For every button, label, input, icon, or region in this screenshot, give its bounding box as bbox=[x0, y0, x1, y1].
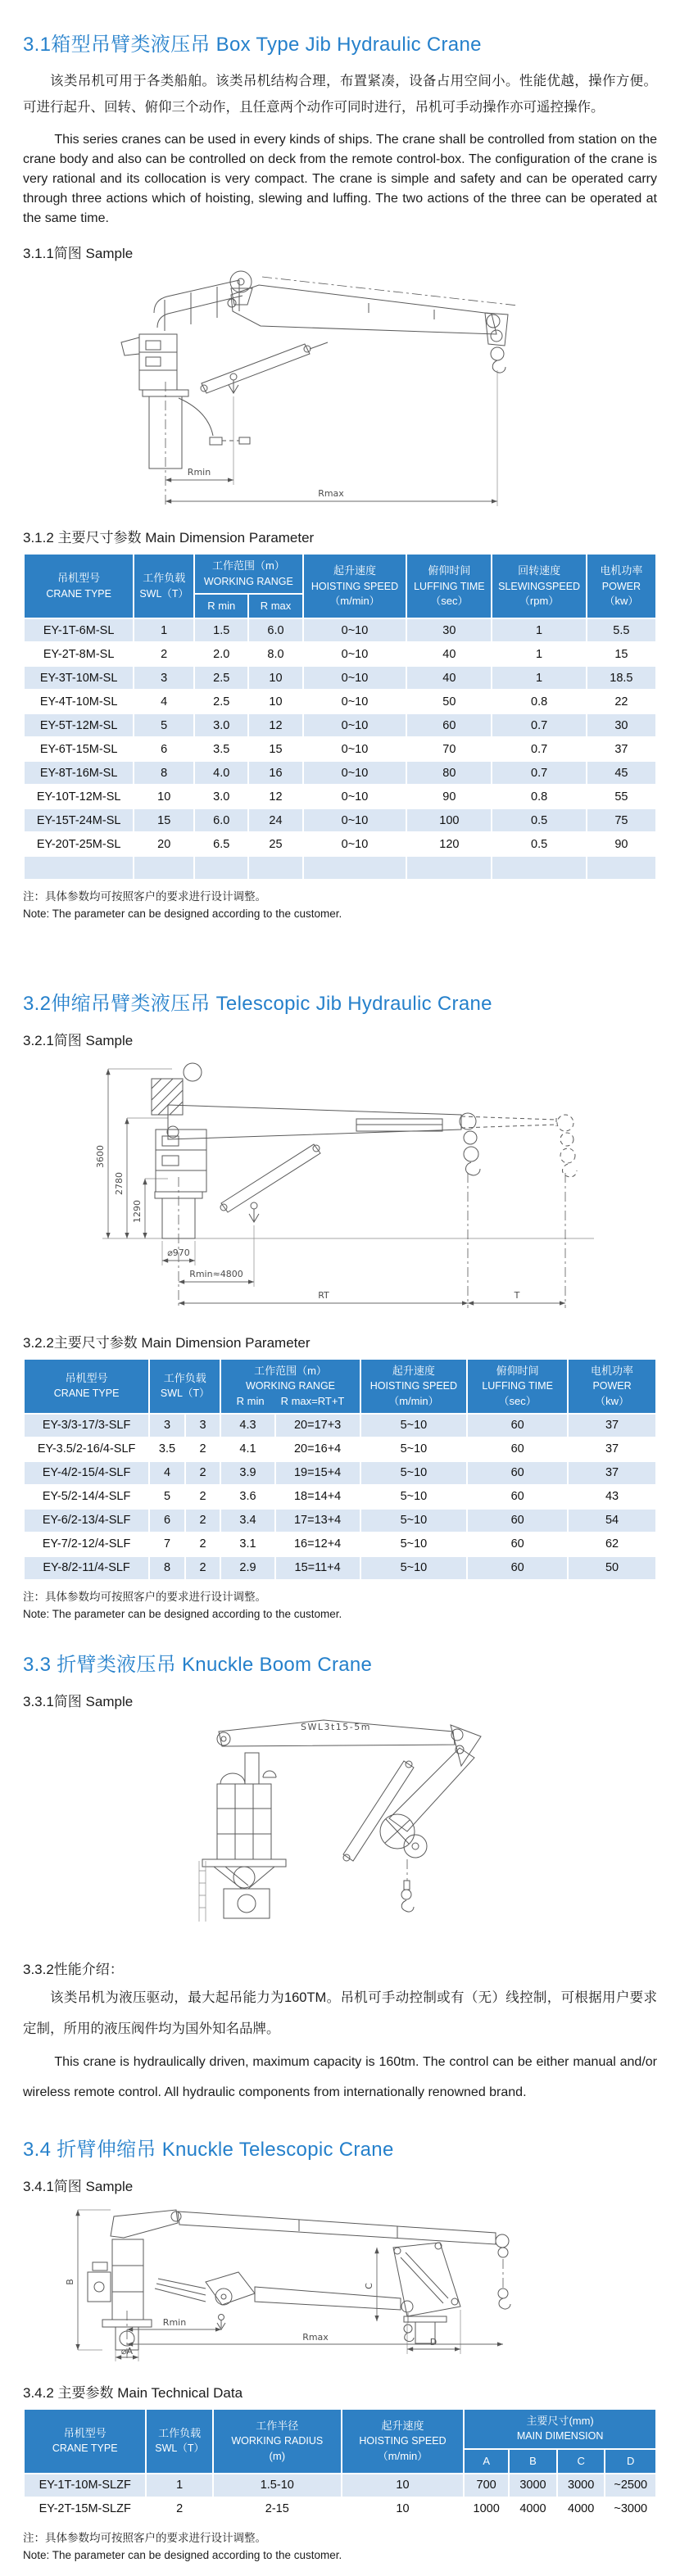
table-cell: 20=17+3 bbox=[276, 1415, 360, 1437]
dim-label-rmin: Rmin bbox=[187, 467, 211, 478]
table-cell: 37 bbox=[569, 1438, 655, 1460]
table-cell: 15 bbox=[249, 738, 301, 760]
col-working-radius: 工作半径 WORKING RADIUS (m) bbox=[214, 2410, 341, 2473]
table-cell bbox=[407, 857, 491, 879]
dim-label-3600: 3600 bbox=[95, 1145, 106, 1169]
table-cell: 5 bbox=[134, 714, 193, 736]
dim-label-b: B bbox=[65, 2279, 75, 2285]
table-cell: 25 bbox=[249, 833, 301, 855]
heading-param-3-2-2: 3.2.2主要尺寸参数 Main Dimension Parameter bbox=[23, 1335, 311, 1351]
table-cell: 3.5 bbox=[150, 1438, 184, 1460]
table-cell: 4.3 bbox=[221, 1415, 274, 1437]
col-luffing-time: 俯仰时间 LUFFING TIME （sec） bbox=[407, 555, 491, 618]
table-cell: 5~10 bbox=[361, 1415, 467, 1437]
table-cell: 75 bbox=[587, 809, 655, 831]
table-cell: 10 bbox=[134, 785, 193, 808]
dim-label-rt: RT bbox=[318, 1290, 329, 1302]
table-cell: EY-1T-6M-SL bbox=[25, 619, 133, 641]
table-cell: 2.0 bbox=[195, 643, 247, 665]
telescopic-crane-drawing bbox=[53, 1054, 627, 1318]
table-cell: EY-4T-10M-SL bbox=[25, 690, 133, 713]
table-cell: 2.9 bbox=[221, 1557, 274, 1579]
table-cell: 8 bbox=[134, 762, 193, 784]
dim-label-rmax: Rmax bbox=[302, 2331, 329, 2343]
table-cell: 15=11+4 bbox=[276, 1557, 360, 1579]
table-cell: 2 bbox=[186, 1533, 220, 1555]
table-cell: 30 bbox=[407, 619, 491, 641]
table-cell: 4.1 bbox=[221, 1438, 274, 1460]
note-en: Note: The parameter can be designed according to the customer. bbox=[23, 908, 342, 921]
mast bbox=[152, 1063, 202, 1115]
table-cell: EY-3.5/2-16/4-SLF bbox=[25, 1438, 148, 1460]
table-row bbox=[25, 690, 655, 713]
table-cell: 5~10 bbox=[361, 1438, 467, 1460]
table-cell: 4000 bbox=[510, 2498, 556, 2520]
table-row bbox=[25, 809, 655, 831]
col-crane-type: 吊机型号 CRANE TYPE bbox=[25, 2410, 145, 2473]
table-cell: 5~10 bbox=[361, 1557, 467, 1579]
table-cell: 62 bbox=[569, 1533, 655, 1555]
table-cell: 2.5 bbox=[195, 690, 247, 713]
table-cell: 50 bbox=[569, 1557, 655, 1579]
table-cell: 5~10 bbox=[361, 1533, 467, 1555]
table-row bbox=[25, 1415, 655, 1437]
table-row bbox=[25, 857, 655, 879]
table-cell: 2 bbox=[186, 1486, 220, 1508]
table-cell: EY-7/2-12/4-SLF bbox=[25, 1533, 148, 1555]
table-row bbox=[25, 1533, 655, 1555]
table-cell: 22 bbox=[587, 690, 655, 713]
table-cell: 18.5 bbox=[587, 667, 655, 689]
figure-knuckle-telescopic-crane bbox=[23, 2200, 657, 2368]
telescopic-boom bbox=[168, 1105, 556, 1139]
dim-label-c: C bbox=[364, 2283, 374, 2289]
col-main-dimension: 主要尺寸(mm) MAIN DIMENSION bbox=[465, 2410, 655, 2448]
figure-box-jib-crane bbox=[23, 267, 657, 513]
table-cell: EY-1T-10M-SLZF bbox=[25, 2474, 145, 2497]
table-cell: 54 bbox=[569, 1510, 655, 1532]
paragraph-en-3-1: This series cranes can be used in every kinds of ships. The crane shall be controlled from station on the crane body and also can be controlled on deck from the remote control-box. The configuration of the crane is very rational and its collocation is very compact. The crane is simple and safety and can be operated carry through three actions which of hoisting, slewing and luffing. The two actions of the three can be operated at the same time. bbox=[23, 133, 657, 226]
table-cell: 37 bbox=[587, 738, 655, 760]
pedestal bbox=[143, 382, 188, 506]
table-cell: EY-3/3-17/3-SLF bbox=[25, 1415, 148, 1437]
table-cell: 10 bbox=[249, 667, 301, 689]
note-cn: 注：具体参数均可按照客户的要求进行设计调整。 bbox=[23, 1590, 266, 1603]
col-swl: 工作负载 SWL（T） bbox=[147, 2410, 211, 2473]
luffing-cylinder bbox=[201, 342, 328, 393]
table-cell: EY-10T-12M-SL bbox=[25, 785, 133, 808]
table-cell: 3.5 bbox=[195, 738, 247, 760]
table-row bbox=[25, 762, 655, 784]
table-row bbox=[25, 643, 655, 665]
table-cell: 0~10 bbox=[304, 619, 406, 641]
load-point-symbol bbox=[229, 373, 238, 393]
table-cell: EY-8T-16M-SL bbox=[25, 762, 133, 784]
table-cell: 3000 bbox=[558, 2474, 605, 2497]
table-cell: 3 bbox=[150, 1415, 184, 1437]
table-cell: 4.0 bbox=[195, 762, 247, 784]
col-hoisting-speed: 起升速度 HOISTING SPEED （m/min） bbox=[304, 555, 406, 618]
table-row bbox=[25, 833, 655, 855]
col-working-range: 工作范围（m） WORKING RANGE R min R max=RT+T bbox=[221, 1360, 359, 1413]
boom-folded-position bbox=[393, 2243, 460, 2343]
table-cell: EY-4/2-15/4-SLF bbox=[25, 1462, 148, 1484]
section-title-3-2: 3.2伸缩吊臂类液压吊 Telescopic Jib Hydraulic Crane bbox=[23, 993, 492, 1016]
col-power: 电机功率 POWER （kw） bbox=[569, 1360, 655, 1413]
table-cell: 8.0 bbox=[249, 643, 301, 665]
table-cell: 90 bbox=[407, 785, 491, 808]
table-cell: 3.0 bbox=[195, 785, 247, 808]
table-cell bbox=[134, 857, 193, 879]
table-cell: 3000 bbox=[510, 2474, 556, 2497]
main-dimension-table-3-1 bbox=[23, 553, 657, 881]
hook-block bbox=[485, 313, 508, 373]
table-cell: ~2500 bbox=[605, 2474, 655, 2497]
table-row bbox=[25, 738, 655, 760]
figure-telescopic-crane bbox=[23, 1054, 657, 1318]
knuckle-arm bbox=[380, 1748, 474, 1858]
section-title-3-3: 3.3 折臂类液压吊 Knuckle Boom Crane bbox=[23, 1653, 373, 1676]
table-cell: 1.5-10 bbox=[214, 2474, 341, 2497]
table-cell: 1 bbox=[134, 619, 193, 641]
table-cell: 40 bbox=[407, 643, 491, 665]
hook-block bbox=[460, 1113, 480, 1175]
table-cell: 10 bbox=[249, 690, 301, 713]
table-cell: 120 bbox=[407, 833, 491, 855]
paragraph-en-3-3: This crane is hydraulically driven, maximum capacity is 160tm. The control can be either manual and/or wireless remote control. All hydraulic components from internationally renowned brand. bbox=[23, 2054, 657, 2100]
table-cell: 3.4 bbox=[221, 1510, 274, 1532]
table-row bbox=[25, 1438, 655, 1460]
col-crane-type: 吊机型号 CRANE TYPE bbox=[25, 555, 133, 618]
table-cell: 0~10 bbox=[304, 785, 406, 808]
table-cell: EY-6T-15M-SL bbox=[25, 738, 133, 760]
table-cell: EY-3T-10M-SL bbox=[25, 667, 133, 689]
table-cell: 40 bbox=[407, 667, 491, 689]
heading-sample-3-3-1: 3.3.1简图 Sample bbox=[23, 1693, 134, 1709]
col-dim-a: A bbox=[465, 2450, 508, 2473]
col-swl: 工作负载 SWL（T） bbox=[150, 1360, 220, 1413]
col-slewing-speed: 回转速度 SLEWINGSPEED （rpm） bbox=[492, 555, 585, 618]
table-cell bbox=[304, 857, 406, 879]
table-cell: 12 bbox=[249, 714, 301, 736]
table-cell: 60 bbox=[468, 1462, 567, 1484]
base bbox=[199, 1859, 286, 1922]
table-cell: 2 bbox=[186, 1438, 220, 1460]
table-cell: EY-20T-25M-SL bbox=[25, 833, 133, 855]
table-cell: 80 bbox=[407, 762, 491, 784]
dim-label-rmin4800: Rmin≈4800 bbox=[189, 1269, 243, 1280]
table-row bbox=[25, 1486, 655, 1508]
main-boom bbox=[217, 1720, 455, 1746]
crane-house bbox=[121, 299, 236, 390]
table-cell: 5~10 bbox=[361, 1510, 467, 1532]
table-cell: 0.7 bbox=[492, 714, 585, 736]
table-cell bbox=[25, 857, 133, 879]
col-dim-b: B bbox=[510, 2450, 556, 2473]
table-row bbox=[25, 667, 655, 689]
table-cell: 1000 bbox=[465, 2498, 508, 2520]
knuckle-boom-crane-drawing bbox=[78, 1715, 602, 1944]
col-power: 电机功率 POWER （kw） bbox=[587, 555, 655, 618]
table-cell: 6.0 bbox=[249, 619, 301, 641]
table-cell: 16=12+4 bbox=[276, 1533, 360, 1555]
note bbox=[23, 889, 657, 923]
table-cell: 5.5 bbox=[587, 619, 655, 641]
railing bbox=[154, 280, 243, 331]
hook-block-extended bbox=[557, 1115, 577, 1177]
table-cell bbox=[492, 857, 585, 879]
table-cell: 20 bbox=[134, 833, 193, 855]
table-cell: 5~10 bbox=[361, 1462, 467, 1484]
table-cell: 1.5 bbox=[195, 619, 247, 641]
table-cell: 0.8 bbox=[492, 785, 585, 808]
table-cell: 37 bbox=[569, 1462, 655, 1484]
heading-param-3-4-2: 3.4.2 主要参数 Main Technical Data bbox=[23, 2384, 243, 2401]
note-cn: 注：具体参数均可按照客户的要求进行设计调整。 bbox=[23, 890, 266, 903]
note-en: Note: The parameter can be designed according to the customer. bbox=[23, 2548, 342, 2561]
table-cell: 3.1 bbox=[221, 1533, 274, 1555]
table-cell: 0~10 bbox=[304, 667, 406, 689]
paragraph-cn-3-3: 该类吊机为液压驱动，最大起吊能力为160TM。吊机可手动控制或有（无）线控制，可根据用户要求定制，所用的液压阀件均为国外知名品牌。 bbox=[23, 1990, 657, 2036]
table-cell: 15 bbox=[134, 809, 193, 831]
table-cell: 4 bbox=[134, 690, 193, 713]
table-cell bbox=[195, 857, 247, 879]
table-cell: 6 bbox=[150, 1510, 184, 1532]
table-cell: 60 bbox=[407, 714, 491, 736]
luffing-cylinder bbox=[343, 1761, 414, 1861]
heading-sample-3-4-1: 3.4.1简图 Sample bbox=[23, 2178, 134, 2194]
dim-label-dia970: ⌀970 bbox=[167, 1247, 190, 1259]
col-rmax: R max=RT+T bbox=[280, 1394, 345, 1407]
col-rmin: R min bbox=[195, 595, 247, 618]
heading-sample-3-1-1: 3.1.1简图 Sample bbox=[23, 246, 134, 262]
table-cell: 0~10 bbox=[304, 690, 406, 713]
table-cell: EY-5T-12M-SL bbox=[25, 714, 133, 736]
hook bbox=[401, 1859, 414, 1912]
table-cell: 45 bbox=[587, 762, 655, 784]
table-cell: EY-5/2-14/4-SLF bbox=[25, 1486, 148, 1508]
dim-label-rmax: Rmax bbox=[318, 488, 344, 500]
table-cell: 43 bbox=[569, 1486, 655, 1508]
table-cell: 8 bbox=[150, 1557, 184, 1579]
table-cell: 1 bbox=[147, 2474, 211, 2497]
table-cell: 60 bbox=[468, 1486, 567, 1508]
dim-label-rmin: Rmin bbox=[162, 2316, 187, 2328]
note-cn: 注：具体参数均可按照客户的要求进行设计调整。 bbox=[23, 2531, 266, 2544]
note bbox=[23, 2530, 657, 2565]
col-hoisting-speed: 起升速度 HOISTING SPEED （m/min） bbox=[342, 2410, 463, 2473]
col-rmin: R min bbox=[236, 1394, 265, 1407]
table-cell bbox=[249, 857, 301, 879]
table-row bbox=[25, 2498, 655, 2520]
table-cell: 60 bbox=[468, 1438, 567, 1460]
table-cell: 6.5 bbox=[195, 833, 247, 855]
table-cell: 5 bbox=[150, 1486, 184, 1508]
heading-perf-3-3-2: 3.3.2性能介绍： bbox=[23, 1961, 124, 1977]
table-cell: 15 bbox=[587, 643, 655, 665]
table-cell: 2 bbox=[186, 1510, 220, 1532]
table-cell: 1 bbox=[492, 619, 585, 641]
dim-label-t: T bbox=[514, 1290, 520, 1302]
table-cell: 2.5 bbox=[195, 667, 247, 689]
col-working-range: 工作范围（m） WORKING RANGE bbox=[195, 555, 302, 593]
luffing-cylinder bbox=[220, 1144, 320, 1212]
main-technical-data-table-3-4 bbox=[23, 2408, 657, 2522]
table-cell: 7 bbox=[150, 1533, 184, 1555]
table-cell: 10 bbox=[342, 2474, 463, 2497]
table-cell: 20=16+4 bbox=[276, 1438, 360, 1460]
table-cell: 60 bbox=[468, 1557, 567, 1579]
table-cell: EY-2T-8M-SL bbox=[25, 643, 133, 665]
table-cell: 6 bbox=[134, 738, 193, 760]
col-hoisting-speed: 起升速度 HOISTING SPEED （m/min） bbox=[361, 1360, 467, 1413]
knuckle-joint bbox=[451, 1725, 481, 1766]
box-jib-crane-drawing bbox=[57, 267, 623, 513]
table-row bbox=[25, 2474, 655, 2497]
table-row bbox=[25, 1510, 655, 1532]
table-cell: 50 bbox=[407, 690, 491, 713]
table-cell: 60 bbox=[468, 1415, 567, 1437]
table-cell: 2 bbox=[186, 1462, 220, 1484]
table-cell: 60 bbox=[468, 1533, 567, 1555]
table-cell: 0.5 bbox=[492, 809, 585, 831]
crane-house bbox=[217, 1753, 276, 1859]
section-title-3-1: 3.1箱型吊臂类液压吊 Box Type Jib Hydraulic Crane bbox=[23, 34, 482, 56]
table-cell: 24 bbox=[249, 809, 301, 831]
table-row bbox=[25, 785, 655, 808]
table-row bbox=[25, 714, 655, 736]
telescopic-boom-extended bbox=[178, 2212, 510, 2309]
table-row bbox=[25, 619, 655, 641]
table-cell: 100 bbox=[407, 809, 491, 831]
table-cell: 0.5 bbox=[492, 833, 585, 855]
table-cell: 60 bbox=[468, 1510, 567, 1532]
table-cell: 2 bbox=[147, 2498, 211, 2520]
table-cell: 5~10 bbox=[361, 1486, 467, 1508]
table-cell: 90 bbox=[587, 833, 655, 855]
boom-mid-position bbox=[155, 2272, 414, 2342]
table-cell: 0~10 bbox=[304, 714, 406, 736]
table-cell: 3.0 bbox=[195, 714, 247, 736]
dimension-lines bbox=[165, 370, 497, 506]
boom-swl-label: SWL3t15-5m bbox=[301, 1721, 371, 1732]
table-cell: EY-8/2-11/4-SLF bbox=[25, 1557, 148, 1579]
table-row bbox=[25, 1557, 655, 1579]
figure-knuckle-boom-crane bbox=[23, 1715, 657, 1944]
boom bbox=[230, 271, 518, 334]
table-cell: 1 bbox=[492, 667, 585, 689]
table-cell: EY-15T-24M-SL bbox=[25, 809, 133, 831]
height-dimensions bbox=[95, 1069, 172, 1238]
table-cell: 10 bbox=[342, 2498, 463, 2520]
table-cell: 2-15 bbox=[214, 2498, 341, 2520]
section-title-3-4: 3.4 折臂伸缩吊 Knuckle Telescopic Crane bbox=[23, 2138, 394, 2161]
table-cell: 0~10 bbox=[304, 833, 406, 855]
table-cell: 16 bbox=[249, 762, 301, 784]
table-cell: ~3000 bbox=[605, 2498, 655, 2520]
col-dim-d: D bbox=[605, 2450, 655, 2473]
load-point-symbol bbox=[217, 2314, 225, 2329]
col-luffing-time: 俯仰时间 LUFFING TIME （sec） bbox=[468, 1360, 567, 1413]
table-cell: 2 bbox=[134, 643, 193, 665]
table-cell: 3 bbox=[134, 667, 193, 689]
table-cell: EY-6/2-13/4-SLF bbox=[25, 1510, 148, 1532]
heading-param-3-1-2: 3.1.2 主要尺寸参数 Main Dimension Parameter bbox=[23, 530, 315, 546]
note-en: Note: The parameter can be designed according to the customer. bbox=[23, 1607, 342, 1620]
table-cell: 0.8 bbox=[492, 690, 585, 713]
table-cell: 17=13+4 bbox=[276, 1510, 360, 1532]
knuckle-telescopic-crane-drawing bbox=[53, 2200, 627, 2368]
table-cell: 30 bbox=[587, 714, 655, 736]
table-cell: 37 bbox=[569, 1415, 655, 1437]
dimension-lines bbox=[162, 1225, 565, 1303]
load-point-symbol bbox=[249, 1202, 259, 1222]
table-cell: 1 bbox=[492, 643, 585, 665]
table-cell: 18=14+4 bbox=[276, 1486, 360, 1508]
crane-house bbox=[156, 1126, 206, 1192]
table-cell: 700 bbox=[465, 2474, 508, 2497]
main-dimension-table-3-2 bbox=[23, 1358, 657, 1581]
dim-label-dia-a: ⌀A bbox=[120, 2345, 134, 2356]
table-cell: 3.9 bbox=[221, 1462, 274, 1484]
dim-label-2780: 2780 bbox=[114, 1172, 125, 1196]
table-cell: 0.7 bbox=[492, 738, 585, 760]
dim-label-d: D bbox=[429, 2336, 437, 2347]
table-cell: 0~10 bbox=[304, 809, 406, 831]
table-cell: 0~10 bbox=[304, 738, 406, 760]
table-cell: 3 bbox=[186, 1415, 220, 1437]
col-rmax: R max bbox=[249, 595, 301, 618]
table-cell: 4 bbox=[150, 1462, 184, 1484]
table-cell: 0~10 bbox=[304, 643, 406, 665]
note bbox=[23, 1589, 657, 1623]
col-dim-c: C bbox=[558, 2450, 605, 2473]
table-row bbox=[25, 1462, 655, 1484]
table-cell: 6.0 bbox=[195, 809, 247, 831]
table-cell: 19=15+4 bbox=[276, 1462, 360, 1484]
heading-sample-3-2-1: 3.2.1简图 Sample bbox=[23, 1033, 134, 1049]
col-crane-type: 吊机型号 CRANE TYPE bbox=[25, 1360, 148, 1413]
table-cell: 0.7 bbox=[492, 762, 585, 784]
control-pendant bbox=[179, 398, 250, 445]
table-cell: 3.6 bbox=[221, 1486, 274, 1508]
table-cell: 12 bbox=[249, 785, 301, 808]
table-cell: 0~10 bbox=[304, 762, 406, 784]
table-cell bbox=[587, 857, 655, 879]
dim-label-1290: 1290 bbox=[132, 1200, 143, 1224]
col-swl: 工作负载 SWL（T） bbox=[134, 555, 193, 618]
table-cell: 70 bbox=[407, 738, 491, 760]
table-cell: 2 bbox=[186, 1557, 220, 1579]
table-cell: 4000 bbox=[558, 2498, 605, 2520]
table-cell: EY-2T-15M-SLZF bbox=[25, 2498, 145, 2520]
paragraph-cn-3-1: 该类吊机可用于各类船舶。该类吊机结构合理，布置紧凑，设备占用空间小。性能优越，操作方便。可进行起升、回转、俯仰三个动作，且任意两个动作可同时进行，吊机可手动操作亦可遥控操作。 bbox=[23, 74, 657, 115]
table-cell: 55 bbox=[587, 785, 655, 808]
